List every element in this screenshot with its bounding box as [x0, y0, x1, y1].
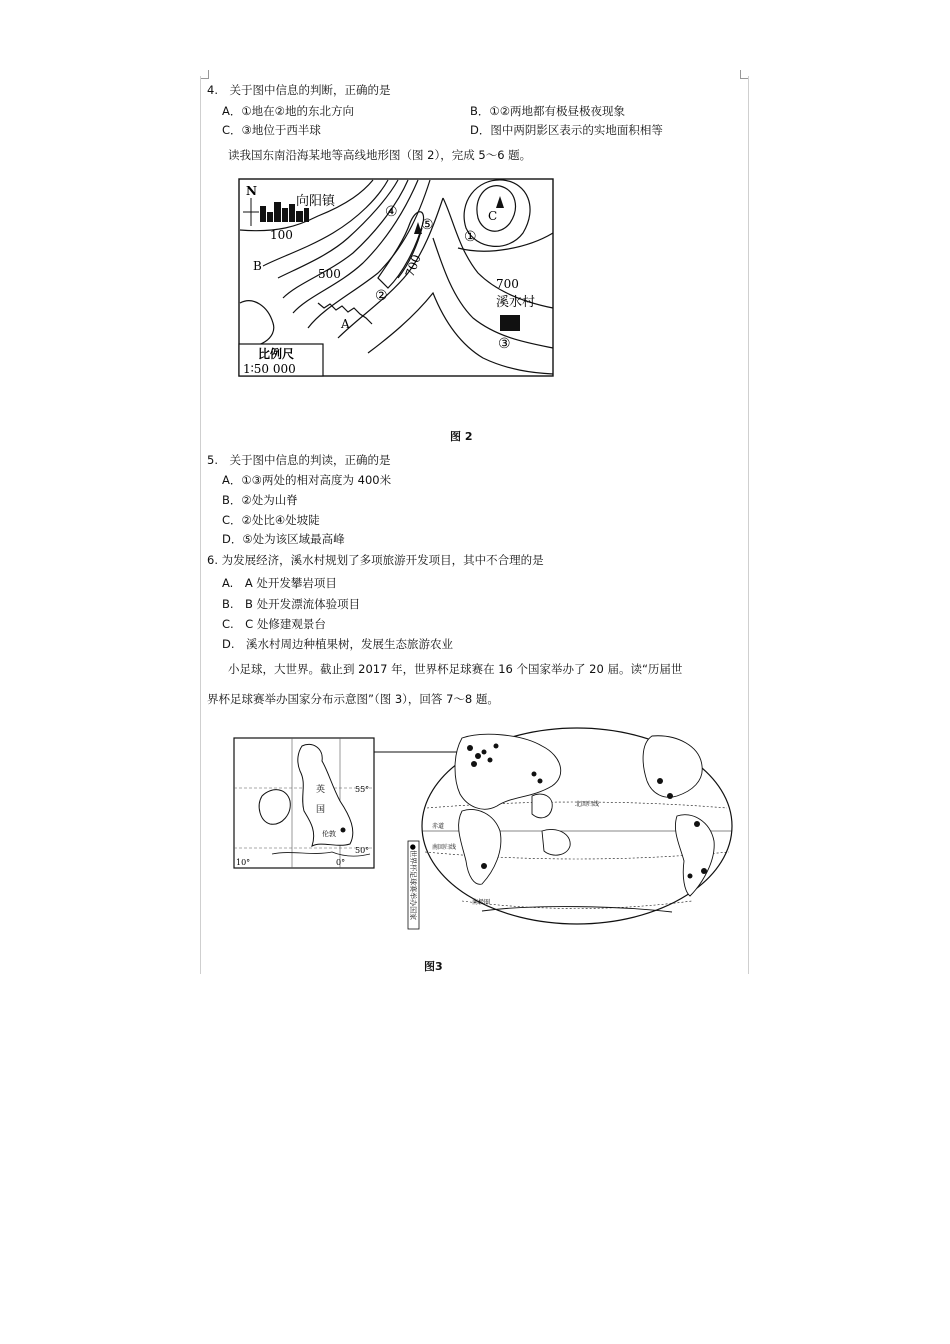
inset-lon-10: 10°	[236, 858, 251, 867]
q6-option-a: A. A 处开发攀岩项目	[222, 576, 337, 590]
contour-700-label-b: 700	[496, 277, 519, 291]
intro-figure-2: 读我国东南沿海某地等高线地形图（图 2），完成 5～6 题。	[228, 148, 532, 162]
london-dot	[341, 828, 346, 833]
village-marker	[500, 315, 520, 331]
q6-option-d: D. 溪水村周边种植果树，发展生态旅游农业	[222, 637, 454, 651]
world-map-legend: ●世界杯足球赛举办国家	[409, 844, 417, 921]
north-label: N	[246, 184, 257, 198]
marker-1: ①	[464, 229, 477, 245]
marker-3: ③	[498, 336, 511, 352]
inset-country-2: 国	[316, 805, 326, 815]
point-b-label: B	[253, 259, 262, 273]
q5-option-a: A．①③两处的相对高度为 400米	[222, 473, 392, 487]
contour-map	[238, 178, 554, 378]
contour-100-label: 100	[270, 228, 293, 242]
q5-option-c: C．②处比④处坡陡	[222, 513, 320, 527]
village-label: 溪水村	[496, 295, 536, 310]
marker-4: ④	[385, 204, 398, 220]
inset-city: 伦敦	[322, 830, 336, 838]
intro-figure-3-line1: 小足球，大世界。截止到 2017 年，世界杯足球赛在 16 个国家举办了 20 届。读“历届世	[228, 662, 683, 676]
q6-option-c: C. C 处修建观景台	[222, 617, 326, 631]
point-a-label: A	[341, 317, 350, 331]
inset-lat-50: 50°	[355, 846, 370, 855]
q4-option-a: A．①地在②地的东北方向	[222, 104, 354, 118]
marker-2: ②	[375, 288, 388, 304]
inset-lat-55: 55°	[355, 785, 370, 794]
scale-value: 1∶50 000	[243, 362, 296, 376]
contour-500-label: 500	[318, 267, 341, 281]
marker-5: ⑤	[421, 217, 434, 233]
contour-700-label-a: 700	[402, 252, 424, 280]
north-tropic-label: 北回归线	[575, 801, 600, 808]
south-tropic-label: 南回归线	[432, 844, 457, 851]
q6-option-b: B. B 处开发漂流体验项目	[222, 597, 361, 611]
q4-option-d: D．图中两阴影区表示的实地面积相等	[470, 123, 663, 137]
equator-label: 赤道	[432, 823, 445, 830]
intro-figure-3-line2: 界杯足球赛举办国家分布示意图”（图 3），回答 7～8 题。	[207, 692, 499, 706]
inset-country-1: 英	[316, 785, 326, 795]
q5-option-b: B．②处为山脊	[222, 493, 298, 507]
q4-option-c: C．③地位于西半球	[222, 123, 321, 137]
scale-title: 比例尺	[258, 347, 295, 361]
q5-option-d: D．⑤处为该区域最高峰	[222, 532, 345, 546]
q4-stem: 4. 关于图中信息的判断，正确的是	[207, 83, 391, 97]
point-c-label: C	[488, 209, 498, 223]
world-cup-map	[232, 726, 740, 931]
inset-lon-0: 0°	[336, 858, 346, 867]
q6-stem: 6. 为发展经济，溪水村规划了多项旅游开发项目，其中不合理的是	[207, 553, 544, 567]
town-label: 向阳镇	[296, 194, 336, 209]
q4-option-b: B．①②两地都有极昼极夜现象	[470, 104, 626, 118]
q5-stem: 5. 关于图中信息的判读，正确的是	[207, 453, 391, 467]
antarctic-circle-label: 南极圈	[472, 899, 491, 906]
figure-3-caption: 图3	[424, 960, 443, 973]
figure-2-caption: 图 2	[450, 430, 473, 443]
